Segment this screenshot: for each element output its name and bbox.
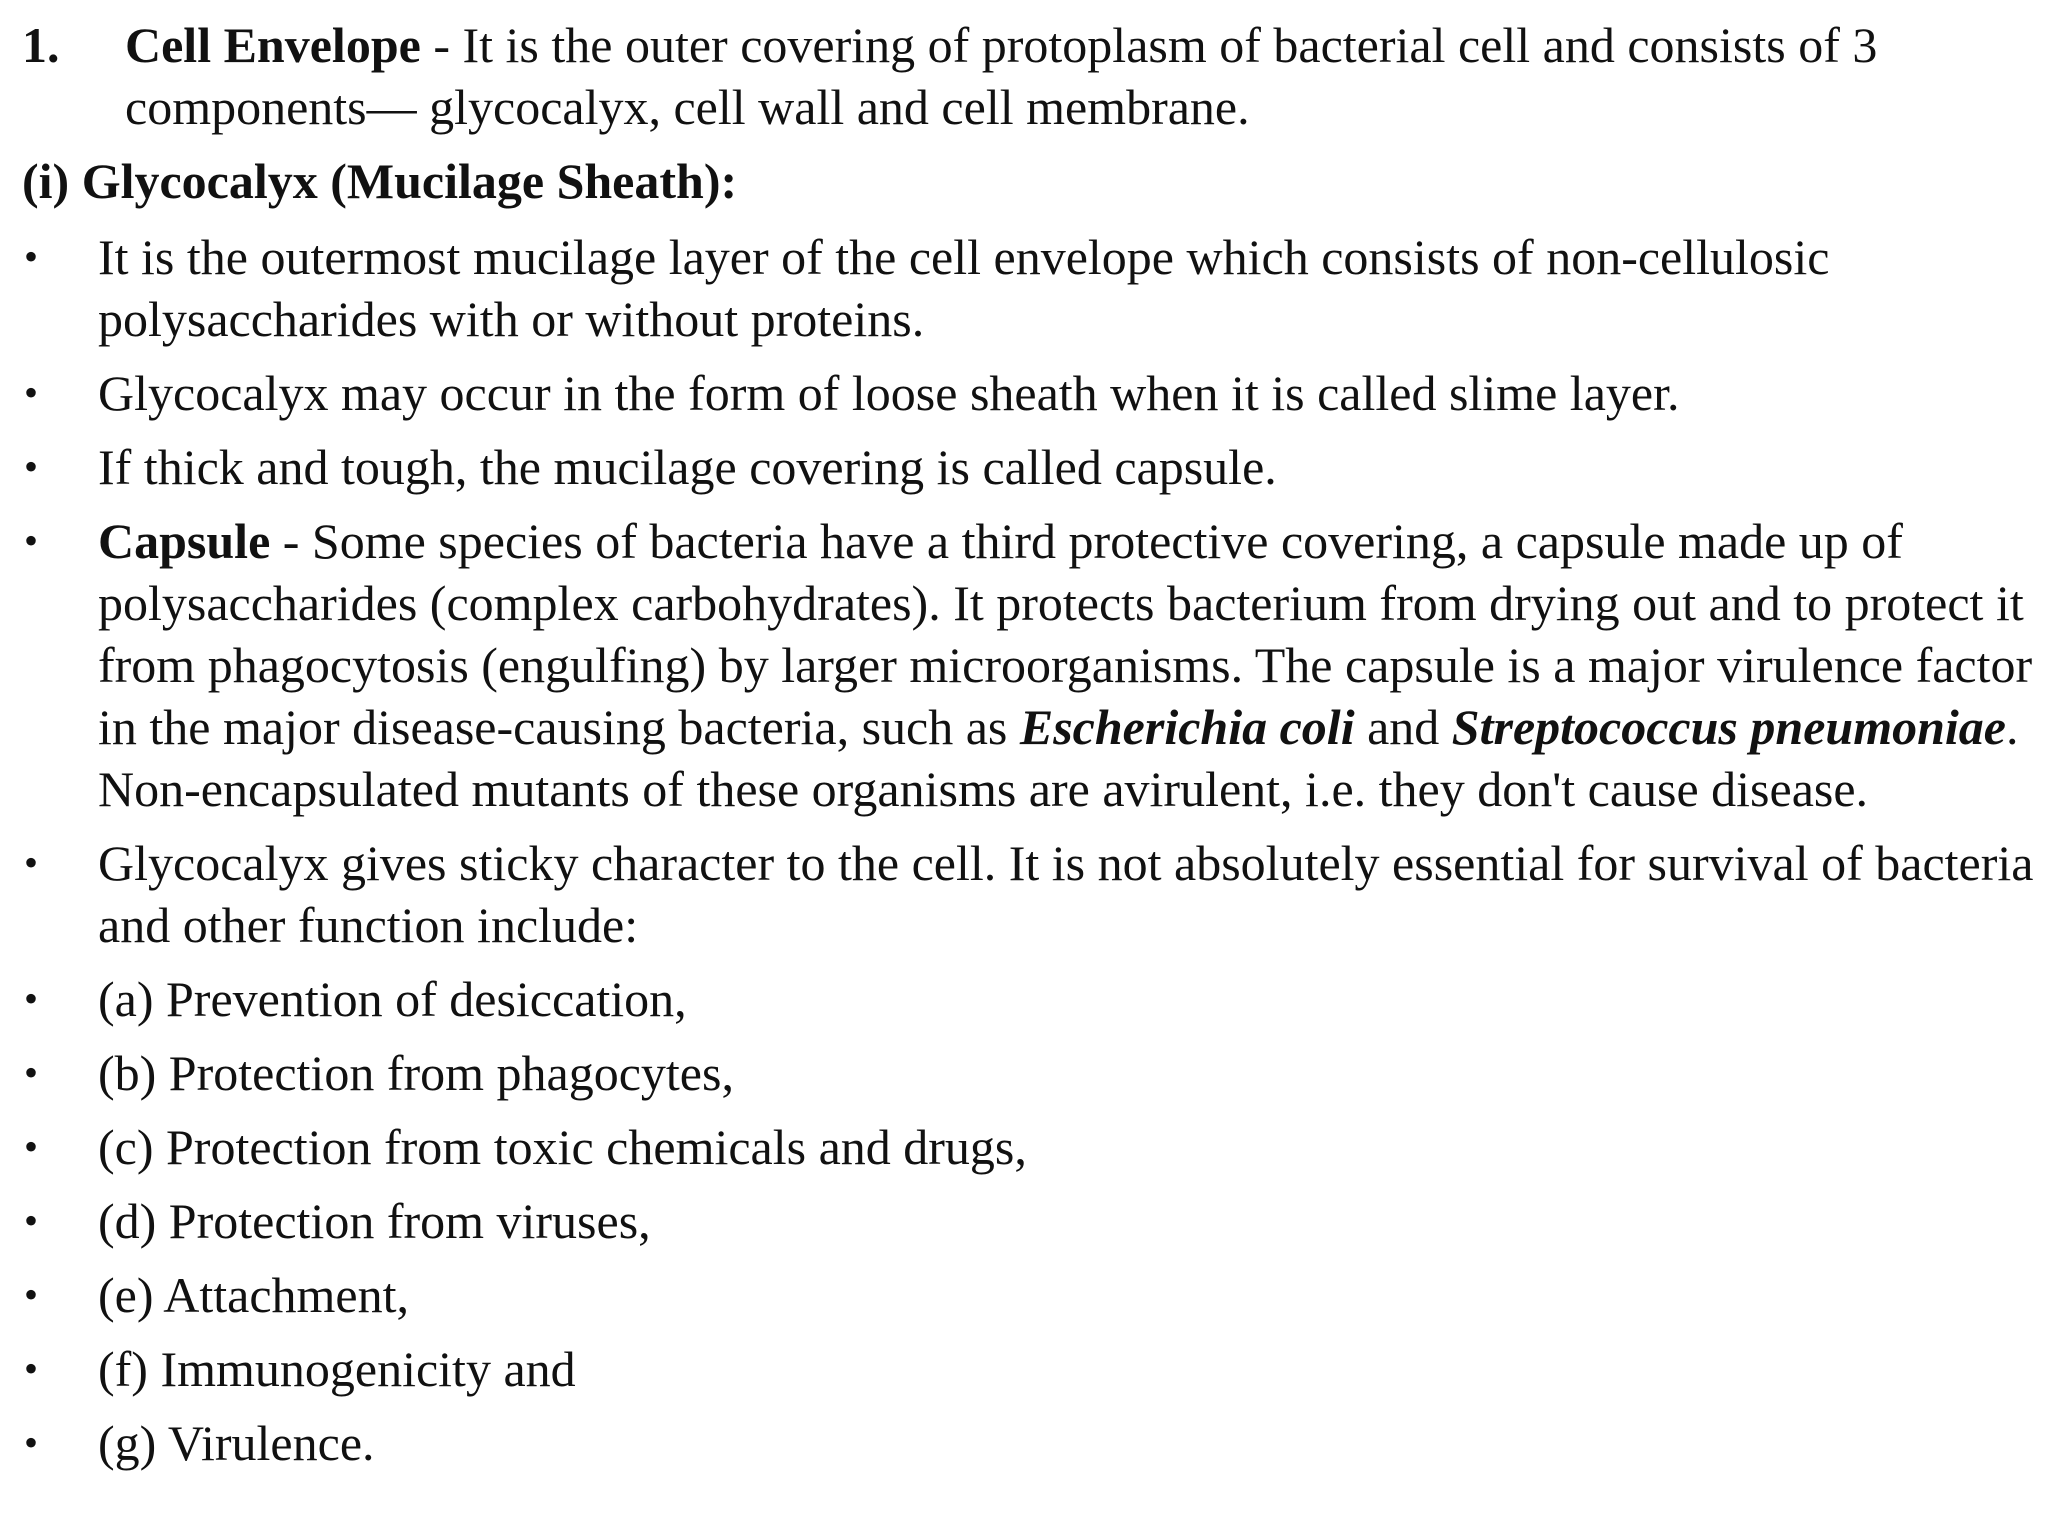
list-item [0, 968, 2040, 1030]
section-heading-text [125, 14, 2012, 138]
list-item [0, 1338, 2040, 1400]
bullet-icon: • [24, 1346, 39, 1391]
species-name-escherichia: Escherichia coli [1019, 699, 1355, 755]
list-item [0, 1412, 2040, 1474]
list-item [0, 226, 2040, 350]
capsule-text-part-2: and [1354, 699, 1452, 755]
section-heading [22, 14, 2012, 138]
section-number: 1. [22, 17, 60, 73]
species-name-streptococcus: Streptococcus pneumoniae [1451, 699, 2006, 755]
list-item [0, 1190, 2040, 1252]
bullet-icon: • [24, 976, 39, 1021]
bullet-icon: • [24, 1272, 39, 1317]
list-item-text: (g) Virulence. [98, 1415, 375, 1471]
list-item-text: (b) Protection from phagocytes, [98, 1045, 734, 1101]
bullet-icon: • [24, 234, 39, 279]
bullet-icon: • [24, 518, 39, 563]
list-item-text: Glycocalyx gives sticky character to the cell. It is not absolutely essential for survival of bacteria and other function include: [98, 835, 2034, 953]
list-item-text: If thick and tough, the mucilage covering is called capsule. [98, 439, 1277, 495]
section-title: Cell Envelope [125, 17, 421, 73]
bullet-icon: • [24, 444, 39, 489]
bullet-icon: • [24, 1124, 39, 1169]
list-item-text: (a) Prevention of desiccation, [98, 971, 687, 1027]
list-item [0, 1042, 2040, 1104]
bullet-icon: • [24, 1198, 39, 1243]
list-item-text: (e) Attachment, [98, 1267, 409, 1323]
capsule-text-part-3: . Non-encapsulated mutants of these organisms are avirulent, i.e. they don't cause disease. [98, 699, 2019, 817]
list-item-capsule [0, 510, 2040, 820]
list-item [0, 832, 2040, 956]
bullet-icon: • [24, 1050, 39, 1095]
list-item [0, 436, 2040, 498]
list-item-text: (f) Immunogenicity and [98, 1341, 576, 1397]
capsule-text-part-1: - Some species of bacteria have a third protective covering, a capsule made up of polysaccharides (complex carbohydrates). It protects bacterium from drying out and to protect it from phagocytosis (engulfing) by larger microorganisms. The capsule is a major virulence factor in the major disease-causing bacteria, such as [98, 513, 2033, 755]
bullet-icon: • [24, 840, 39, 885]
list-item-text: (c) Protection from toxic chemicals and drugs, [98, 1119, 1027, 1175]
list-item [0, 1264, 2040, 1326]
bullet-icon: • [24, 370, 39, 415]
list-item-text: It is the outermost mucilage layer of the cell envelope which consists of non-cellulosic polysaccharides with or without proteins. [98, 229, 1830, 347]
list-item [0, 362, 2040, 424]
capsule-term: Capsule [98, 513, 271, 569]
list-item-text: (d) Protection from viruses, [98, 1193, 651, 1249]
list-item-text: Glycocalyx may occur in the form of loose sheath when it is called slime layer. [98, 365, 1680, 421]
section-description: - It is the outer covering of protoplasm of bacterial cell and consists of 3 components— glycocalyx, cell wall and cell membrane. [125, 17, 1878, 135]
bullet-list [0, 226, 2040, 1486]
bullet-icon: • [24, 1420, 39, 1465]
list-item [0, 1116, 2040, 1178]
subsection-heading: (i) Glycocalyx (Mucilage Sheath): [22, 153, 738, 209]
